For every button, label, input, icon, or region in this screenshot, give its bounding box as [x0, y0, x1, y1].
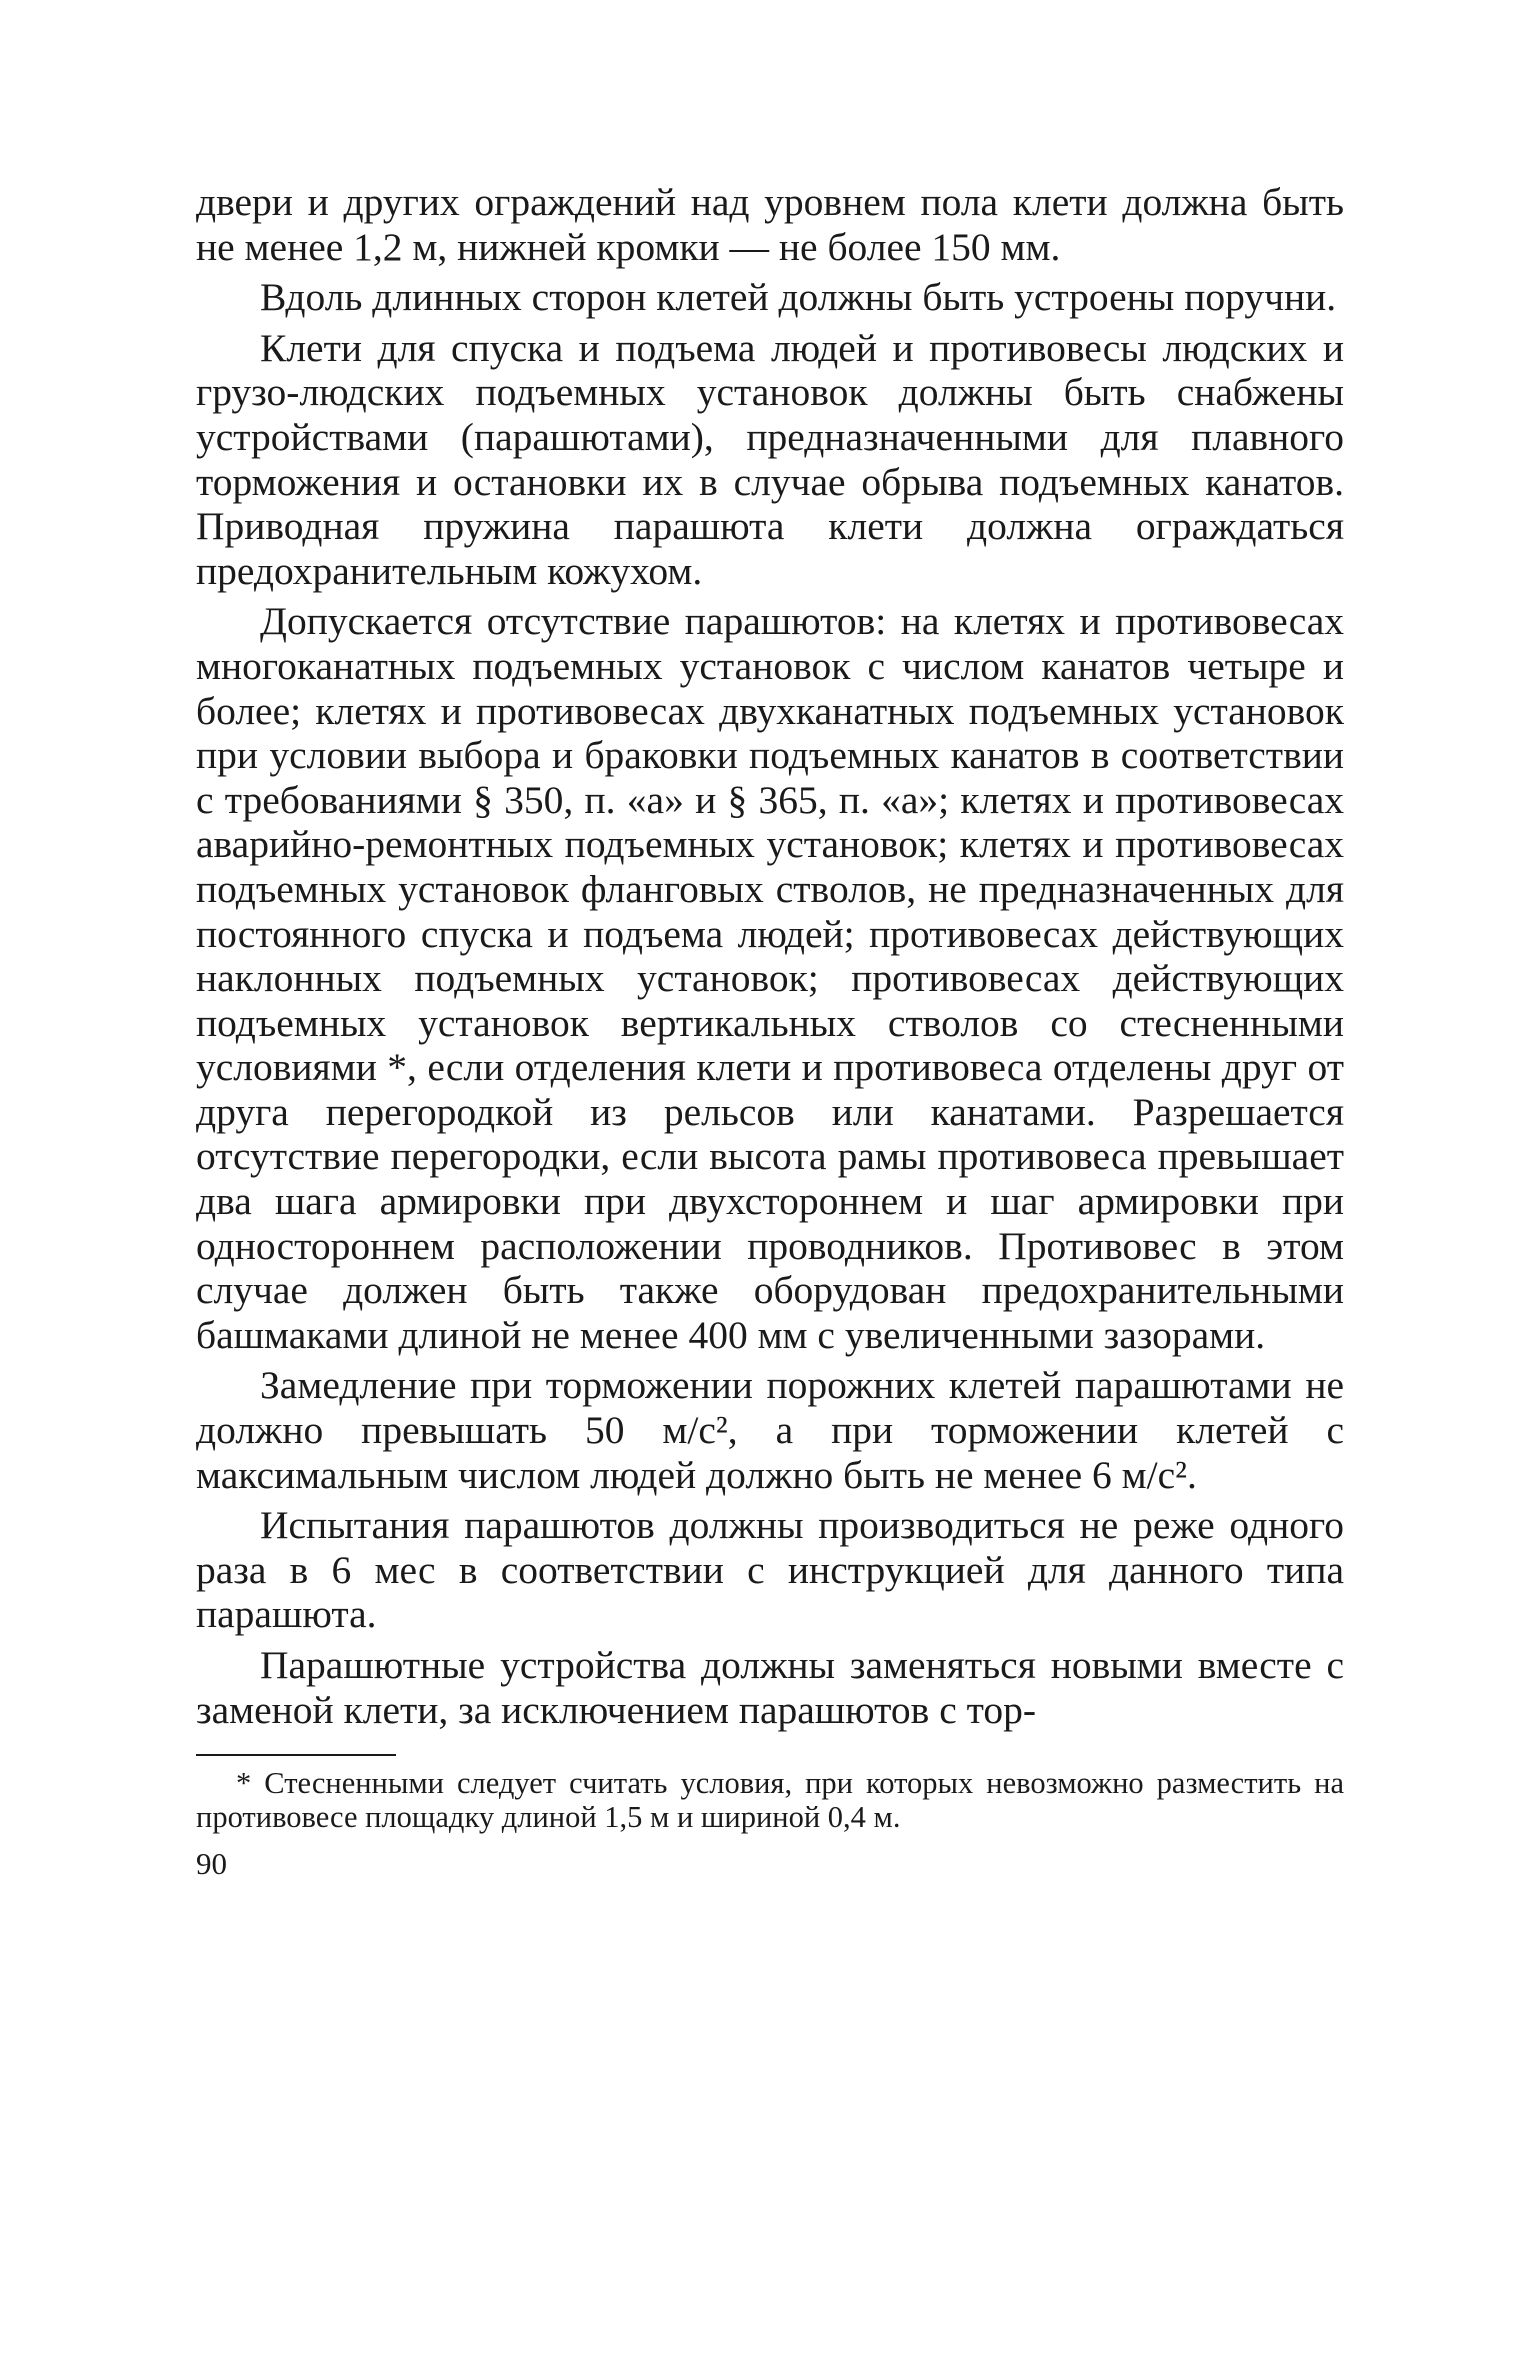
paragraph-parachutes-exceptions: Допускается отсутствие парашютов: на клетях и противовесах многоканатных подъемных установок с числом канатов четыре и более; клетях и противовесах двухканатных подъемных установок при условии выбора и браковки подъемных канатов в соответствии с требованиями § 350, п. «а» и § 365, п. «а»; клетях и противовесах аварийно-ремонтных подъемных установок; клетях и противовесах подъемных установок фланговых стволов, не предназначенных для постоянного спуска и подъема людей; противовесах действующих наклонных подъемных установок; противовесах действующих подъемных установок вертикальных стволов со стесненными условиями *, если отделения клети и противовеса отделены друг от друга перегородкой из рельсов или канатами. Разрешается отсутствие перегородки, если высота рамы противовеса превышает два шага армировки при двухстороннем и шаг армировки при одностороннем расположении проводников. Противовес в этом случае должен быть также оборудован предохранительными башмаками длиной не менее 400 мм с увеличенными зазорами.	[196, 599, 1344, 1357]
paragraph-handrails: Вдоль длинных сторон клетей должны быть устроены поручни.	[260, 275, 1337, 320]
footnote: * Стесненными следует считать условия, при которых невозможно разместить на противовесе площадку длиной 1,5 м и шириной 0,4 м.	[196, 1766, 1344, 1835]
paragraph-testing: Испытания парашютов должны производиться не реже одного раза в 6 мес в соответствии с инструкцией для данного типа парашюта.	[196, 1503, 1344, 1637]
paragraph-replacement: Парашютные устройства должны заменяться новыми вместе с заменой клети, за исключением парашютов с тор-	[196, 1643, 1344, 1732]
page-number: 90	[196, 1846, 227, 1882]
paragraph-deceleration: Замедление при торможении порожних клетей парашютами не должно превышать 50 м/с², а при торможении клетей с максимальным числом людей должно быть не менее 6 м/с².	[196, 1363, 1344, 1497]
paragraph-continuation: двери и других ограждений над уровнем пола клети должна быть не менее 1,2 м, нижней кромки — не более 150 мм.	[196, 180, 1344, 269]
document-page	[196, 180, 1344, 1882]
footnote-divider	[196, 1754, 396, 1756]
paragraph-parachutes-required: Клети для спуска и подъема людей и противовесы людских и грузо-людских подъемных установок должны быть снабжены устройствами (парашютами), предназначенными для плавного торможения и остановки их в случае обрыва подъемных канатов. Приводная пружина парашюта клети должна ограждаться предохранительным кожухом.	[196, 325, 1344, 593]
